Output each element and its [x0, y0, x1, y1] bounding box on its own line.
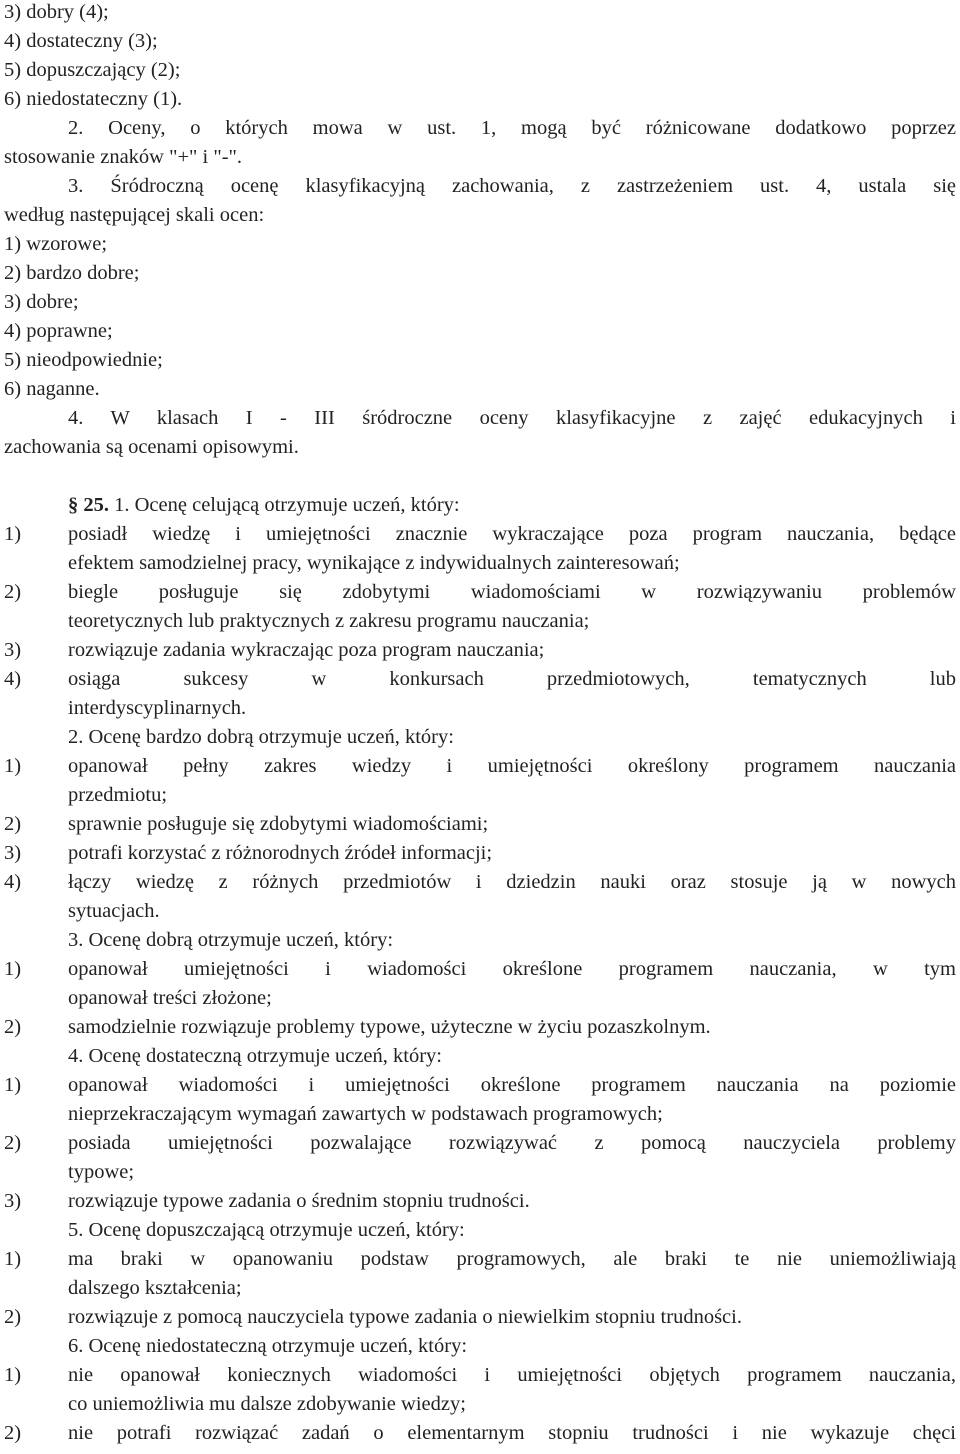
list-item-text: rozwiązuje z pomocą nauczyciela typowe zadania o niewielkim stopniu trudności.	[68, 1306, 742, 1328]
list-item-text: interdyscyplinarnych.	[68, 697, 247, 719]
behavior-scale-item: 6) naganne.	[4, 378, 100, 400]
list-item-text: opanował umiejętności i wiadomości określone programem nauczania, w tym	[68, 958, 956, 980]
list-item-number: 3)	[4, 639, 22, 661]
dobra-intro: 3. Ocenę dobrą otrzymuje uczeń, który:	[68, 929, 394, 951]
list-item-number: 2)	[4, 1422, 22, 1444]
grade-scale-item: 3) dobry (4);	[4, 1, 109, 23]
dopuszczajaca-intro: 5. Ocenę dopuszczającą otrzymuje uczeń, który:	[68, 1219, 465, 1241]
list-item-number: 4)	[4, 871, 22, 893]
list-item-text: teoretycznych lub praktycznych z zakresu programu nauczania;	[68, 610, 590, 632]
section-heading	[68, 493, 460, 517]
grade-scale-item: 5) dopuszczający (2);	[4, 59, 181, 81]
list-item-text: opanował treści złożone;	[68, 987, 272, 1009]
list-item-number: 1)	[4, 1248, 22, 1270]
celujaca-intro: 1. Ocenę celującą otrzymuje uczeń, który:	[114, 494, 460, 516]
list-item-number: 1)	[4, 958, 22, 980]
list-item-text: nie opanował koniecznych wiadomości i umiejętności objętych programem nauczania,	[68, 1364, 956, 1386]
list-item-number: 1)	[4, 1074, 22, 1096]
list-item-number: 2)	[4, 1306, 22, 1328]
list-item-text: posiadł wiedzę i umiejętności znacznie wykraczające poza program nauczania, będące	[68, 523, 956, 545]
paragraph-2-line: stosowanie znaków "+" i "-".	[4, 146, 243, 168]
list-item-number: 2)	[4, 1132, 22, 1154]
list-item-number: 2)	[4, 1016, 22, 1038]
list-item-number: 2)	[4, 813, 22, 835]
paragraph-3-line: według następującej skali ocen:	[4, 204, 265, 226]
list-item-number: 1)	[4, 755, 22, 777]
list-item-text: potrafi korzystać z różnorodnych źródeł informacji;	[68, 842, 493, 864]
grade-scale-item: 6) niedostateczny (1).	[4, 88, 183, 110]
behavior-scale-item: 1) wzorowe;	[4, 233, 108, 255]
list-item-text: typowe;	[68, 1161, 135, 1183]
list-item-text: biegle posługuje się zdobytymi wiadomościami w rozwiązywaniu problemów	[68, 581, 956, 603]
paragraph-4-line: zachowania są ocenami opisowymi.	[4, 436, 299, 458]
list-item-text: co uniemożliwia mu dalsze zdobywanie wiedzy;	[68, 1393, 466, 1415]
list-item-text: rozwiązuje zadania wykraczając poza program nauczania;	[68, 639, 545, 661]
list-item-number: 3)	[4, 842, 22, 864]
section-number: § 25.	[68, 494, 109, 516]
behavior-scale-item: 3) dobre;	[4, 291, 79, 313]
dostateczna-intro: 4. Ocenę dostateczną otrzymuje uczeń, który:	[68, 1045, 442, 1067]
list-item-number: 1)	[4, 523, 22, 545]
list-item-text: samodzielnie rozwiązuje problemy typowe, użyteczne w życiu pozaszkolnym.	[68, 1016, 711, 1038]
behavior-scale-item: 2) bardzo dobre;	[4, 262, 140, 284]
list-item-text: opanował pełny zakres wiedzy i umiejętności określony programem nauczania	[68, 755, 956, 777]
list-item-text: osiąga sukcesy w konkursach przedmiotowych, tematycznych lub	[68, 668, 956, 690]
behavior-scale-item: 5) nieodpowiednie;	[4, 349, 163, 371]
paragraph-3-line: 3. Śródroczną ocenę klasyfikacyjną zachowania, z zastrzeżeniem ust. 4, ustala się	[68, 175, 956, 197]
list-item-number: 1)	[4, 1364, 22, 1386]
list-item-text: opanował wiadomości i umiejętności określone programem nauczania na poziomie	[68, 1074, 956, 1096]
list-item-text: rozwiązuje typowe zadania o średnim stopniu trudności.	[68, 1190, 530, 1212]
bardzo-dobra-intro: 2. Ocenę bardzo dobrą otrzymuje uczeń, który:	[68, 726, 454, 748]
list-item-text: sprawnie posługuje się zdobytymi wiadomościami;	[68, 813, 489, 835]
behavior-scale-item: 4) poprawne;	[4, 320, 113, 342]
list-item-text: dalszego kształcenia;	[68, 1277, 242, 1299]
paragraph-2-line: 2. Oceny, o których mowa w ust. 1, mogą być różnicowane dodatkowo poprzez	[68, 117, 956, 139]
niedostateczna-intro: 6. Ocenę niedostateczną otrzymuje uczeń, który:	[68, 1335, 468, 1357]
list-item-text: nie potrafi rozwiązać zadań o elementarnym stopniu trudności i nie wykazuje chęci	[68, 1422, 956, 1444]
list-item-text: sytuacjach.	[68, 900, 160, 922]
list-item-text: ma braki w opanowaniu podstaw programowych, ale braki te nie uniemożliwiają	[68, 1248, 956, 1270]
paragraph-4-line: 4. W klasach I - III śródroczne oceny klasyfikacyjne z zajęć edukacyjnych i	[68, 407, 956, 429]
list-item-text: efektem samodzielnej pracy, wynikające z indywidualnych zainteresowań;	[68, 552, 680, 574]
list-item-number: 4)	[4, 668, 22, 690]
list-item-number: 3)	[4, 1190, 22, 1212]
grade-scale-item: 4) dostateczny (3);	[4, 30, 158, 52]
list-item-text: przedmiotu;	[68, 784, 168, 806]
list-item-text: łączy wiedzę z różnych przedmiotów i dziedzin nauki oraz stosuje ją w nowych	[68, 871, 956, 893]
list-item-text: nieprzekraczającym wymagań zawartych w podstawach programowych;	[68, 1103, 663, 1125]
list-item-text: posiada umiejętności pozwalające rozwiązywać z pomocą nauczyciela problemy	[68, 1132, 956, 1154]
list-item-number: 2)	[4, 581, 22, 603]
